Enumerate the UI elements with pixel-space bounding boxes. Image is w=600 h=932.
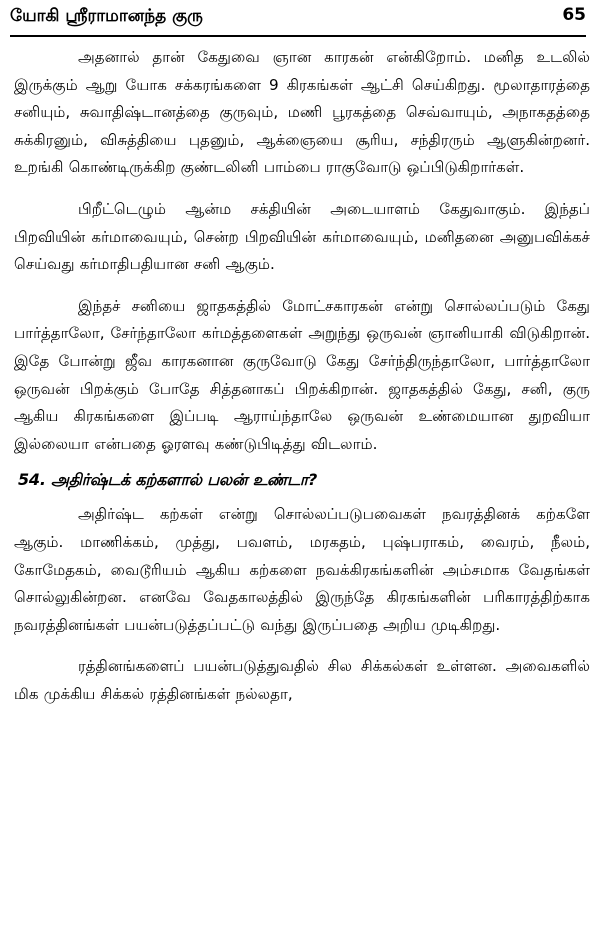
header-rule xyxy=(10,35,586,37)
page-number: 65 xyxy=(562,5,586,25)
paragraph-soul-power: பிறீட்டெழும் ஆன்ம சக்தியின் அடையாளம் கேதுவாகும். இந்தப் பிறவியின் கர்மாவையும், சென்ற பிறவியின் கர்மாவையும், மனிதனை அனுபவிக்கச் செய்வது கர்மாதிபதியான சனி ஆகும். xyxy=(14,199,590,274)
paragraph-ketu-wisdom: அதனால் தான் கேதுவை ஞான காரகன் என்கிறோம். மனித உடலில் இருக்கும் ஆறு யோக சக்கரங்களை 9 கிரகங்கள் ஆட்சி செய்கிறது. மூலாதாரத்தை சனியும், சுவாதிஷ்டானத்தை குருவும், மணி பூரகத்தை செவ்வாயும், அநாகதத்தை சுக்கிரனும், விசுத்தியை புதனும், ஆக்ஞையை சூரிய, சந்திரரும் ஆளுகின்றனர். உறங்கி கொண்டிருக்கிற குண்டலினி பாம்பை ராகுவோடு ஒப்பிடுகிறார்கள். xyxy=(14,48,590,177)
paragraph-lucky-stones: அதிர்ஷ்ட கற்கள் என்று சொல்லப்படுபவைகள் நவரத்தினக் கற்களே ஆகும். மாணிக்கம், முத்து, பவளம், மரகதம், புஷ்பராகம், வைரம், நீலம், கோமேதகம், வைடூரியம் ஆகிய கற்களை நவக்கிரகங்களின் அம்சமாக வேதங்கள் சொல்லுகின்றன. எனவே வேதகாலத்தில் இருந்தே கிரகங்களின் பரிகாரத்திற்காக நவரத்தினங்கள் பயன்படுத்தப்பட்டு வந்து இருப்பதை அறிய முடிகிறது. xyxy=(14,505,590,634)
page-body xyxy=(14,44,590,708)
section-heading: 54. அதிர்ஷ்டக் கற்களால் பலன் உண்டா? xyxy=(18,470,318,490)
paragraph-saturn-liberation: இந்தச் சனியை ஜாதகத்தில் மோட்சகாரகன் என்று சொல்லப்படும் கேது பார்த்தாலோ, சேர்ந்தாலோ கர்மத்தளைகள் அறுந்து ஒருவன் ஞானியாகி விடுகிறான். இதே போன்று ஜீவ காரகனான குருவோடு கேது சேர்ந்திருந்தாலோ, பார்த்தாலோ ஒருவன் பிறக்கும் போதே சித்தனாகப் பிறக்கிறான். ஜாதகத்தில் கேது, சனி, குரு ஆகிய கிரகங்களை இப்படி ஆராய்ந்தாலே ஒருவன் உண்மையான துறவியா இல்லையா என்பதை ஓரளவு கண்டுபிடித்து விடலாம். xyxy=(14,296,590,453)
paragraph-gem-problems: ரத்தினங்களைப் பயன்படுத்துவதில் சில சிக்கல்கள் உள்ளன. அவைகளில் மிக முக்கிய சிக்கல் ரத்தினங்கள் நல்லதா, xyxy=(14,657,590,703)
running-title: யோகி ஸ்ரீராமானந்த குரு xyxy=(10,6,203,26)
page-header xyxy=(10,6,586,36)
